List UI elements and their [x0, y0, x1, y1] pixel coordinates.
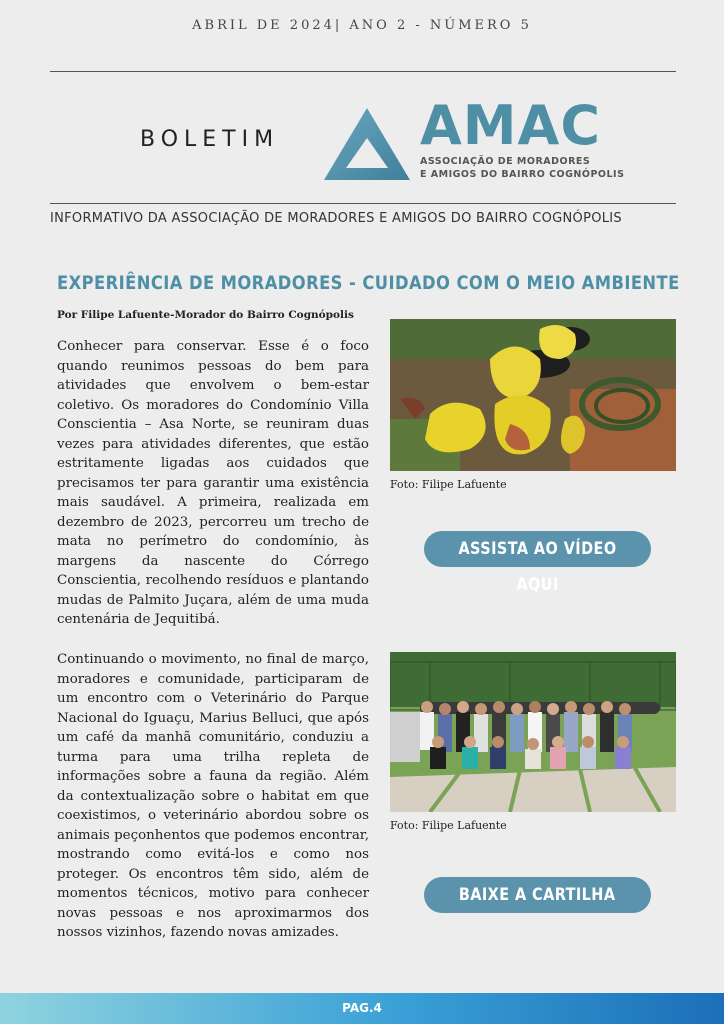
photo-group-meeting	[390, 652, 676, 812]
logo-subtitle-line1: ASSOCIAÇÃO DE MORADORES	[420, 156, 591, 167]
boletim-label: BOLETIM	[140, 127, 280, 152]
page-number: PAG.4	[342, 1001, 382, 1015]
tagline: INFORMATIVO DA ASSOCIAÇÃO DE MORADORES E AMIGOS DO BAIRRO COGNÓPOLIS	[50, 211, 622, 226]
top-divider	[50, 71, 676, 72]
watch-video-button[interactable]	[424, 531, 651, 595]
download-cartilha-label: BAIXE A CARTILHA	[459, 885, 616, 905]
article-title: EXPERIÊNCIA DE MORADORES - CUIDADO COM O MEIO AMBIENTE	[57, 272, 680, 294]
issue-line: ABRIL DE 2024| ANO 2 - NÚMERO 5	[192, 18, 532, 33]
header-divider	[50, 203, 676, 204]
article-paragraph-2: Continuando o movimento, no final de março, moradores e comunidade, participaram de um encontro com o Veterinário do Parque Nacional do Iguaçu, Marius Belluci, que após um café da manhã comunitário, conduziu a turma para uma trilha repleta de informações sobre a fauna da região. Além da contextualização sobre o habitat em que coexistimos, o veterinário abordou sobre os animais peçonhentos que podemos encontrar, mostrando como evitá-los e como nos proteger. Os encontros têm sido, além de momentos técnicos, motivo para conhecer novas pessoas e nos aproximarmos dos nossos vizinhos, fazendo novas amizades.	[57, 652, 369, 940]
watch-video-label: ASSISTA AO VÍDEO AQUI	[458, 539, 617, 595]
download-cartilha-button[interactable]	[424, 877, 651, 913]
amac-logo-wordmark: AMAC	[420, 94, 601, 157]
photo-caption-2: Foto: Filipe Lafuente	[390, 819, 507, 832]
article-byline: Por Filipe Lafuente-Morador do Bairro Cognópolis	[57, 309, 354, 321]
article-paragraph-1: Conhecer para conservar. Esse é o foco quando reunimos pessoas do bem para atividades que envolvem o bem-estar coletivo. Os moradores do Condomínio Villa Conscientia – Asa Norte, se reuniram duas vezes para atividades diferentes, que estão estritamente ligadas aos cuidados que precisamos ter para garantir uma existência mais saudável. A primeira, realizada em dezembro de 2023, percorreu um trecho de mata no perímetro do condomínio, às margens da nascente do Córrego Conscientia, recolhendo resíduos e plantando mudas de Palmito Juçara, além de uma muda centenária de Jequitibá.	[57, 339, 369, 627]
photo-waste-collection	[390, 319, 676, 471]
amac-logo-icon	[322, 104, 412, 184]
photo-caption-1: Foto: Filipe Lafuente	[390, 478, 507, 491]
logo-subtitle-line2: E AMIGOS DO BAIRRO COGNÓPOLIS	[420, 169, 625, 180]
